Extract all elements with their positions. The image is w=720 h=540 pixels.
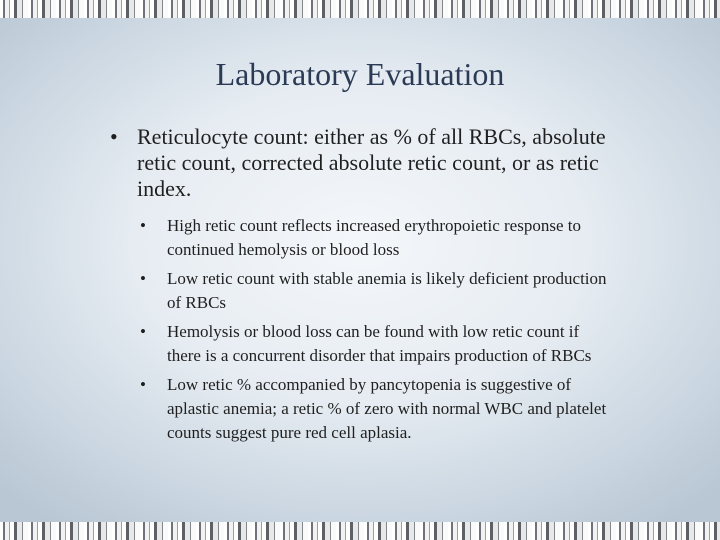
sub-bullet-text: Low retic % accompanied by pancytopenia is suggestive of aplastic anemia; a retic % of zero with normal WBC and platelet counts suggest pure red cell aplasia. [167,375,607,442]
sub-bullet [140,267,610,315]
main-bullet-text: Reticulocyte count: either as % of all RBCs, absolute retic count, corrected absolute retic count, or as retic index. [137,124,606,201]
bottom-decorative-stripe [0,522,720,540]
slide-title: Laboratory Evaluation [215,56,505,92]
bullet-icon: • [140,322,146,341]
sub-bullet-list [140,214,610,445]
bullet-icon: • [140,216,146,235]
sub-bullet-text: Hemolysis or blood loss can be found with low retic count if there is a concurrent disorder that impairs production of RBCs [167,322,592,365]
bullet-icon: • [140,375,146,394]
sub-bullet-text: High retic count reflects increased erythropoietic response to continued hemolysis or blood loss [167,216,581,259]
top-decorative-stripe [0,0,720,18]
main-bullet [110,124,610,202]
sub-bullet [140,373,610,445]
bullet-icon: • [140,269,146,288]
bullet-icon: • [110,124,118,149]
sub-bullet-text: Low retic count with stable anemia is likely deficient production of RBCs [167,269,607,312]
sub-bullet [140,214,610,262]
sub-bullet [140,320,610,368]
slide-body [110,124,610,450]
